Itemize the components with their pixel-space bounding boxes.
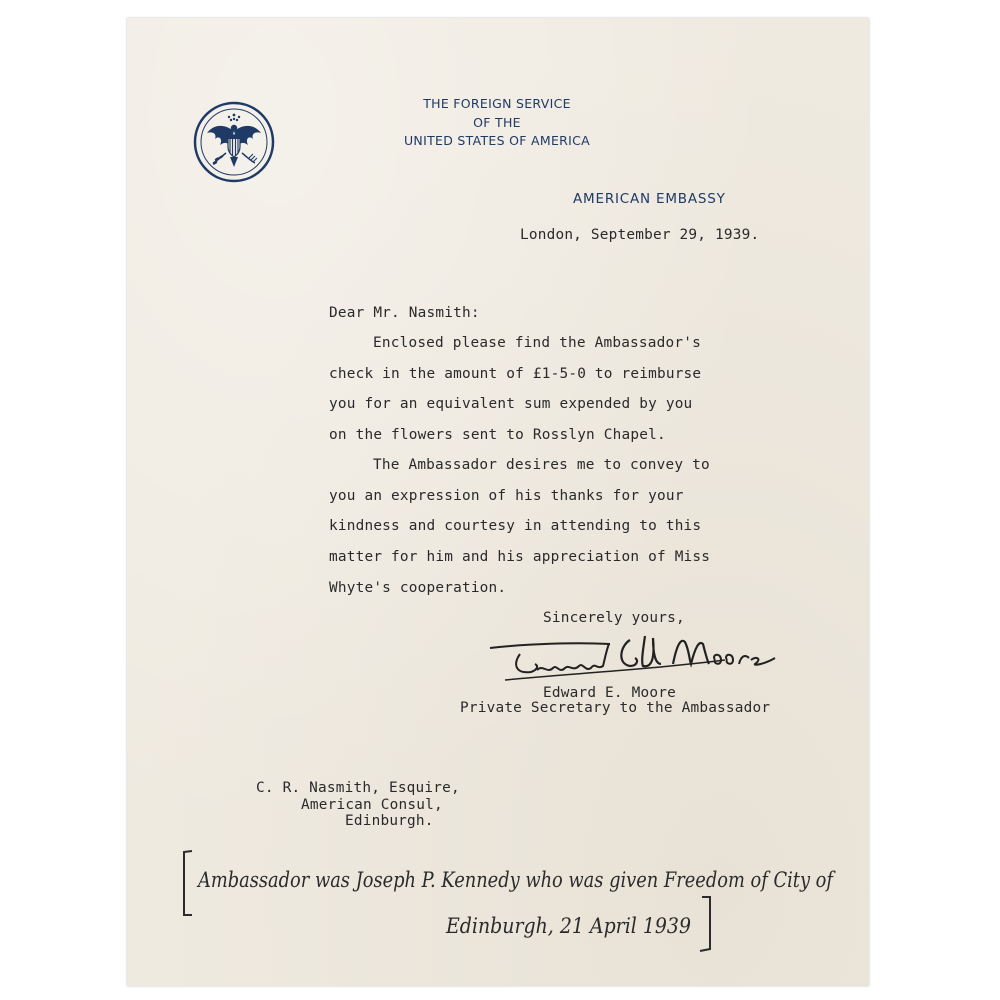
signer-title: Private Secretary to the Ambassador (460, 700, 771, 716)
handwritten-note-line-2: Edinburgh, 21 April 1939 (445, 914, 691, 938)
body-line: you for an equivalent sum expended by you (329, 396, 693, 412)
body-line: on the flowers sent to Rosslyn Chapel. (329, 427, 666, 443)
body-line: Whyte's cooperation. (329, 580, 507, 596)
body-line: The Ambassador desires me to convey to (373, 457, 710, 473)
salutation: Dear Mr. Nasmith: (329, 305, 480, 321)
body-line: matter for him and his appreciation of Miss (329, 549, 711, 565)
handwritten-note (178, 845, 848, 960)
addressee-line: American Consul, (301, 797, 443, 813)
closing: Sincerely yours, (543, 610, 685, 626)
signer-name: Edward E. Moore (543, 685, 676, 701)
date-line: London, September 29, 1939. (520, 227, 760, 243)
letterhead-line-3: UNITED STATES OF AMERICA (403, 133, 591, 148)
body-line: Enclosed please find the Ambassador's (373, 335, 701, 351)
addressee-line: Edinburgh. (345, 813, 434, 829)
eagle-seal-icon (193, 101, 275, 183)
body-line: you an expression of his thanks for your (329, 488, 684, 504)
handwritten-signature (485, 630, 785, 690)
embassy-heading: AMERICAN EMBASSY (573, 191, 726, 207)
addressee-line: C. R. Nasmith, Esquire, (256, 780, 460, 796)
letterhead-line-1: THE FOREIGN SERVICE (423, 96, 571, 111)
letterhead-line-2: OF THE (473, 115, 521, 130)
body-line: kindness and courtesy in attending to this (329, 518, 702, 534)
body-line: check in the amount of £1-5-0 to reimburse (329, 366, 702, 382)
handwritten-note-line-1: Ambassador was Joseph P. Kennedy who was given Freedom of City of (196, 868, 836, 892)
